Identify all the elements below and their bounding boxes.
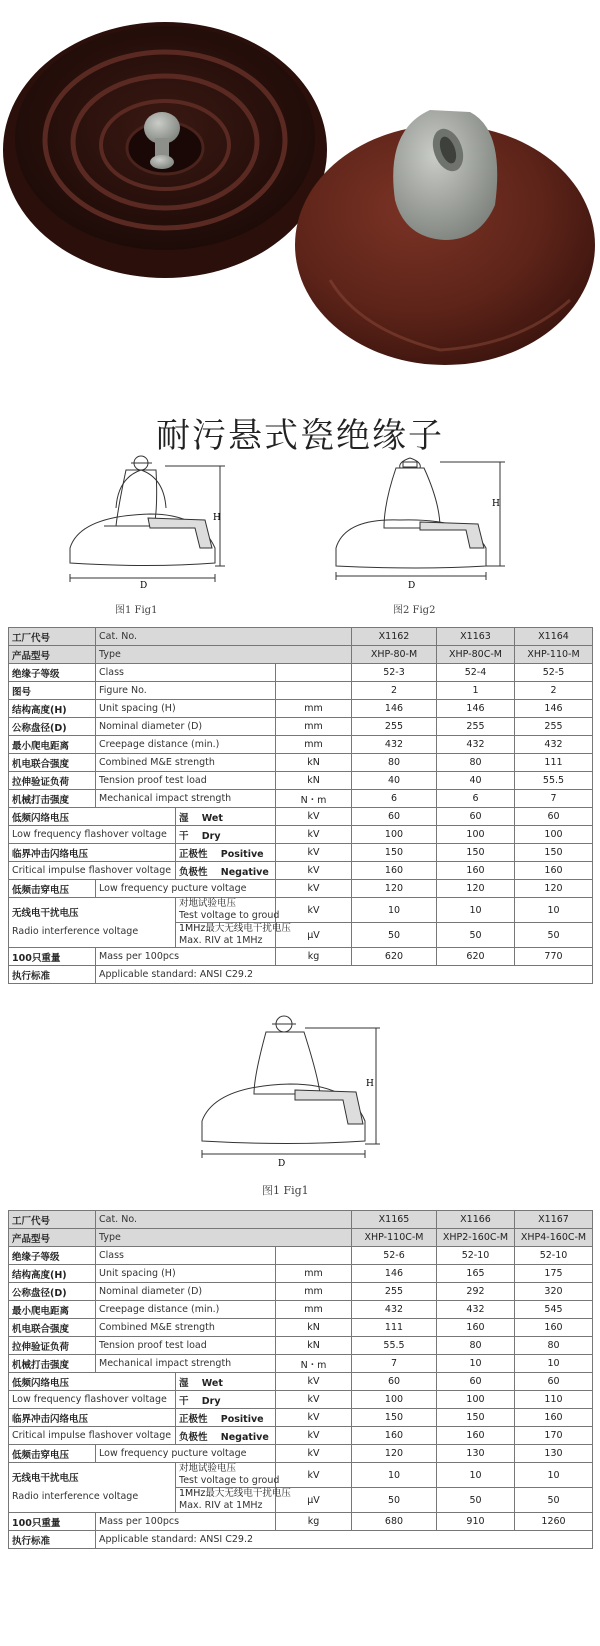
value-cell: 52-10 [515, 1247, 593, 1265]
value-cell: 10 [352, 898, 437, 923]
unit-cell: mm [276, 736, 352, 754]
unit-cell: N・m [276, 1355, 352, 1373]
value-cell: 10 [515, 1355, 593, 1373]
value-cell: 165 [437, 1265, 515, 1283]
value-cell: 160 [515, 862, 593, 880]
value-cell: 50 [352, 923, 437, 948]
sub-label [176, 898, 280, 923]
riv-max-cn: 1MHz最大无线电干扰电压 [179, 923, 291, 934]
value-cell: 160 [437, 1319, 515, 1337]
label-en: Mass per 100pcs [96, 1513, 276, 1531]
label-cn: 执行标准 [9, 966, 96, 984]
label-en: Nominal diameter (D) [96, 718, 276, 736]
value-cell: X1166 [437, 1211, 515, 1229]
table-row [9, 700, 593, 718]
sub-label [176, 923, 291, 948]
sub-label [176, 1409, 276, 1427]
label-cn: 机电联合强度 [9, 754, 96, 772]
label-cn: 100只重量 [9, 1513, 96, 1531]
label-cn: 产品型号 [9, 646, 96, 664]
value-cell: 10 [437, 1355, 515, 1373]
value-cell: 175 [515, 1265, 593, 1283]
table-row [9, 1391, 593, 1409]
label-cn: 低频击穿电压 [9, 880, 96, 898]
value-cell: 52-3 [352, 664, 437, 682]
fig1-caption: 图1 Fig1 [115, 605, 158, 616]
table-row [9, 1229, 593, 1247]
table-row [9, 790, 593, 808]
label-cn: 公称盘径(D) [9, 718, 96, 736]
sub-label-en: Dry [201, 1395, 221, 1407]
value-cell: 146 [515, 700, 593, 718]
value-cell: 620 [352, 948, 437, 966]
dim-d-label-bottom: D [278, 1159, 286, 1169]
group-label-en: Critical impulse flashover voltage [9, 862, 176, 880]
group-label-en: Low frequency flashover voltage [9, 826, 176, 844]
value-cell: 60 [352, 808, 437, 826]
unit-cell: kg [276, 948, 352, 966]
value-cell: 80 [437, 754, 515, 772]
value-cell: 255 [352, 1283, 437, 1301]
label-en: Mechanical impact strength [96, 790, 276, 808]
label-cn: 最小爬电距离 [9, 736, 96, 754]
sub-label-en: Wet [201, 812, 223, 824]
group-label-cn: 临界冲击闪络电压 [9, 1409, 176, 1427]
value-cell: 150 [352, 1409, 437, 1427]
riv-max-cn: 1MHz最大无线电干扰电压 [179, 1488, 291, 1499]
value-cell: 120 [352, 1445, 437, 1463]
sub-label-en: Positive [220, 848, 264, 860]
label-cn: 公称盘径(D) [9, 1283, 96, 1301]
sub-label [176, 862, 276, 880]
value-cell: 432 [352, 736, 437, 754]
table-row [9, 808, 593, 826]
unit-cell: N・m [276, 790, 352, 808]
value-cell: 52-4 [437, 664, 515, 682]
insulator-underside-image [3, 22, 327, 278]
drawing-bottom [0, 1006, 600, 1176]
insulator-drawing-fig1 [70, 456, 225, 582]
label-cn: 结构高度(H) [9, 700, 96, 718]
table-row [9, 664, 593, 682]
unit-cell: kN [276, 772, 352, 790]
value-cell: X1167 [515, 1211, 593, 1229]
value-cell: 50 [437, 1488, 515, 1513]
table-row [9, 880, 593, 898]
value-cell: 10 [352, 1463, 437, 1488]
sub-label [176, 1463, 280, 1488]
table-row [9, 1283, 593, 1301]
value-cell: 150 [437, 844, 515, 862]
sub-label [176, 844, 276, 862]
value-cell: 6 [437, 790, 515, 808]
unit-cell: kV [276, 1391, 352, 1409]
value-cell: 680 [352, 1513, 437, 1531]
riv-test-en: Test voltage to groud [179, 910, 280, 921]
value-cell: X1162 [352, 628, 437, 646]
unit-cell: kg [276, 1513, 352, 1531]
table-row [9, 1531, 593, 1549]
sub-label-cn: 正极性 [179, 848, 208, 860]
insulator-drawing-fig1-bottom [202, 1016, 380, 1158]
value-cell: 100 [437, 826, 515, 844]
value-cell: 50 [515, 1488, 593, 1513]
sub-label [176, 808, 276, 826]
table-row [9, 1427, 593, 1445]
label-en: Applicable standard: ANSI C29.2 [96, 966, 593, 984]
value-cell: 130 [515, 1445, 593, 1463]
table-row [9, 1319, 593, 1337]
table-row [9, 718, 593, 736]
value-cell: 55.5 [352, 1337, 437, 1355]
value-cell: 80 [352, 754, 437, 772]
table-row [9, 948, 593, 966]
table-row [9, 646, 593, 664]
label-cn: 工厂代号 [9, 628, 96, 646]
label-en: Combined M&E strength [96, 1319, 276, 1337]
dim-d-label: D [140, 581, 148, 591]
riv-test-cn: 对地试验电压 [179, 1463, 237, 1474]
value-cell: XHP2-160C-M [437, 1229, 515, 1247]
dim-h-label: H [213, 513, 221, 523]
sub-label [176, 1488, 291, 1513]
riv-label [9, 1463, 176, 1513]
unit-cell: μV [276, 1488, 352, 1513]
label-cn: 100只重量 [9, 948, 96, 966]
value-cell: 52-5 [515, 664, 593, 682]
value-cell: 146 [437, 700, 515, 718]
table-row [9, 862, 593, 880]
label-cn: 结构高度(H) [9, 1265, 96, 1283]
value-cell: 620 [437, 948, 515, 966]
group-label-en: Low frequency flashover voltage [9, 1391, 176, 1409]
riv-test-cn: 对地试验电压 [179, 898, 237, 909]
label-en: Applicable standard: ANSI C29.2 [96, 1531, 593, 1549]
group-label-en: Critical impulse flashover voltage [9, 1427, 176, 1445]
value-cell: 60 [352, 1373, 437, 1391]
unit-cell [276, 682, 352, 700]
insulator-top-image [295, 110, 595, 365]
label-cn: 产品型号 [9, 1229, 96, 1247]
label-cn: 图号 [9, 682, 96, 700]
label-en: Low frequency pucture voltage [96, 1445, 276, 1463]
label-en: Mechanical impact strength [96, 1355, 276, 1373]
unit-cell: kN [276, 754, 352, 772]
table-row [9, 1463, 593, 1488]
value-cell: 160 [437, 1427, 515, 1445]
sub-label-cn: 湿 [179, 812, 189, 824]
label-cn: 绝缘子等级 [9, 1247, 96, 1265]
value-cell: 120 [437, 880, 515, 898]
value-cell: 60 [515, 808, 593, 826]
unit-cell: kV [276, 1427, 352, 1445]
sub-label [176, 1391, 276, 1409]
dim-h-label-fig2: H [492, 499, 500, 509]
value-cell: 150 [437, 1409, 515, 1427]
value-cell: 40 [437, 772, 515, 790]
table-row [9, 1373, 593, 1391]
value-cell: 50 [352, 1488, 437, 1513]
unit-cell: kV [276, 898, 352, 923]
sub-label [176, 1427, 276, 1445]
riv-max-en: Max. RIV at 1MHz [179, 935, 263, 946]
label-en: Unit spacing (H) [96, 1265, 276, 1283]
label-en: Mass per 100pcs [96, 948, 276, 966]
value-cell: 100 [352, 826, 437, 844]
spec-table-1 [8, 627, 593, 984]
sub-label [176, 826, 276, 844]
value-cell: 770 [515, 948, 593, 966]
label-en: Class [96, 664, 276, 682]
label-cn: 拉伸验证负荷 [9, 1337, 96, 1355]
value-cell: 160 [352, 862, 437, 880]
value-cell: X1165 [352, 1211, 437, 1229]
label-cn: 拉伸验证负荷 [9, 772, 96, 790]
value-cell: 100 [352, 1391, 437, 1409]
table-row [9, 1211, 593, 1229]
table-row [9, 736, 593, 754]
value-cell: 52-10 [437, 1247, 515, 1265]
insulator-drawing-fig2 [336, 458, 505, 580]
riv-label-cn: 无线电干扰电压 [12, 907, 79, 919]
sub-label-en: Dry [201, 830, 221, 842]
unit-cell: kN [276, 1319, 352, 1337]
value-cell: 40 [352, 772, 437, 790]
fig2-caption: 图2 Fig2 [393, 605, 436, 616]
unit-cell: mm [276, 700, 352, 718]
sub-label-en: Positive [220, 1413, 264, 1425]
value-cell: XHP-110-M [515, 646, 593, 664]
table-row [9, 844, 593, 862]
value-cell: X1164 [515, 628, 593, 646]
value-cell: 910 [437, 1513, 515, 1531]
table-row [9, 966, 593, 984]
value-cell: 7 [515, 790, 593, 808]
value-cell: 10 [515, 1463, 593, 1488]
table-row [9, 1409, 593, 1427]
unit-cell: kV [276, 880, 352, 898]
table-row [9, 826, 593, 844]
value-cell: 545 [515, 1301, 593, 1319]
table-row [9, 772, 593, 790]
label-en: Tension proof test load [96, 772, 276, 790]
table-row [9, 1337, 593, 1355]
table-row [9, 1247, 593, 1265]
label-en: Type [96, 1229, 352, 1247]
unit-cell [276, 664, 352, 682]
value-cell: XHP-80C-M [437, 646, 515, 664]
label-en: Unit spacing (H) [96, 700, 276, 718]
unit-cell: kV [276, 1445, 352, 1463]
unit-cell [276, 1247, 352, 1265]
dim-d-label-fig2: D [408, 581, 416, 591]
table-row [9, 682, 593, 700]
label-cn: 绝缘子等级 [9, 664, 96, 682]
unit-cell: mm [276, 1265, 352, 1283]
value-cell: 60 [437, 808, 515, 826]
value-cell: 10 [437, 898, 515, 923]
value-cell: 146 [352, 700, 437, 718]
value-cell: 110 [515, 1391, 593, 1409]
sub-label-en: Wet [201, 1377, 223, 1389]
value-cell: 10 [515, 898, 593, 923]
value-cell: 320 [515, 1283, 593, 1301]
table-row [9, 1265, 593, 1283]
unit-cell: mm [276, 1301, 352, 1319]
value-cell: X1163 [437, 628, 515, 646]
value-cell: XHP-80-M [352, 646, 437, 664]
sub-label-cn: 正极性 [179, 1413, 208, 1425]
value-cell: 50 [437, 923, 515, 948]
label-en: Class [96, 1247, 276, 1265]
label-en: Combined M&E strength [96, 754, 276, 772]
label-en: Creepage distance (min.) [96, 736, 276, 754]
label-en: Tension proof test load [96, 1337, 276, 1355]
dim-h-label-bottom: H [366, 1079, 374, 1089]
label-en: Figure No. [96, 682, 276, 700]
value-cell: 150 [352, 844, 437, 862]
value-cell: 432 [515, 736, 593, 754]
value-cell: 432 [437, 1301, 515, 1319]
unit-cell: kN [276, 1337, 352, 1355]
label-en: Type [96, 646, 352, 664]
label-cn: 机械打击强度 [9, 790, 96, 808]
value-cell: 255 [352, 718, 437, 736]
label-cn: 机电联合强度 [9, 1319, 96, 1337]
value-cell: 1 [437, 682, 515, 700]
value-cell: 111 [352, 1319, 437, 1337]
riv-label-en: Radio interference voltage [12, 1490, 139, 1502]
table-row [9, 628, 593, 646]
label-en: Creepage distance (min.) [96, 1301, 276, 1319]
sub-label-cn: 负极性 [179, 866, 208, 878]
label-en: Low frequency pucture voltage [96, 880, 276, 898]
sub-label-cn: 负极性 [179, 1431, 208, 1443]
value-cell: 170 [515, 1427, 593, 1445]
value-cell: 100 [437, 1391, 515, 1409]
unit-cell: μV [276, 923, 352, 948]
unit-cell: mm [276, 1283, 352, 1301]
table-row [9, 1513, 593, 1531]
riv-label-en: Radio interference voltage [12, 925, 139, 937]
riv-test-en: Test voltage to groud [179, 1475, 280, 1486]
value-cell: 80 [515, 1337, 593, 1355]
value-cell: 432 [352, 1301, 437, 1319]
sub-label-cn: 干 [179, 830, 189, 842]
value-cell: 120 [515, 880, 593, 898]
group-label-cn: 低频闪络电压 [9, 1373, 176, 1391]
table-row [9, 1355, 593, 1373]
value-cell: 52-6 [352, 1247, 437, 1265]
riv-label [9, 898, 176, 948]
label-cn: 最小爬电距离 [9, 1301, 96, 1319]
value-cell: 160 [515, 1319, 593, 1337]
value-cell: 160 [352, 1427, 437, 1445]
value-cell: 7 [352, 1355, 437, 1373]
value-cell: 150 [515, 844, 593, 862]
unit-cell: kV [276, 844, 352, 862]
value-cell: 120 [352, 880, 437, 898]
value-cell: 80 [437, 1337, 515, 1355]
label-cn: 执行标准 [9, 1531, 96, 1549]
group-label-cn: 低频闪络电压 [9, 808, 176, 826]
value-cell: 10 [437, 1463, 515, 1488]
label-cn: 低频击穿电压 [9, 1445, 96, 1463]
table-row [9, 1301, 593, 1319]
table-row [9, 898, 593, 923]
value-cell: 60 [515, 1373, 593, 1391]
value-cell: 55.5 [515, 772, 593, 790]
sub-label-cn: 湿 [179, 1377, 189, 1389]
sub-label [176, 1373, 276, 1391]
unit-cell: kV [276, 862, 352, 880]
value-cell: 100 [515, 826, 593, 844]
sub-label-cn: 干 [179, 1395, 189, 1407]
unit-cell: kV [276, 1373, 352, 1391]
value-cell: 50 [515, 923, 593, 948]
sub-label-en: Negative [220, 866, 269, 878]
value-cell: 255 [515, 718, 593, 736]
fig1-bottom-caption: 图1 Fig1 [262, 1184, 309, 1197]
value-cell: 255 [437, 718, 515, 736]
unit-cell: kV [276, 808, 352, 826]
value-cell: XHP-110C-M [352, 1229, 437, 1247]
unit-cell: kV [276, 826, 352, 844]
label-cn: 工厂代号 [9, 1211, 96, 1229]
group-label-cn: 临界冲击闪络电压 [9, 844, 176, 862]
unit-cell: kV [276, 1409, 352, 1427]
label-en: Cat. No. [96, 628, 352, 646]
value-cell: XHP4-160C-M [515, 1229, 593, 1247]
label-cn: 机械打击强度 [9, 1355, 96, 1373]
value-cell: 60 [437, 1373, 515, 1391]
label-en: Cat. No. [96, 1211, 352, 1229]
value-cell: 1260 [515, 1513, 593, 1531]
value-cell: 160 [437, 862, 515, 880]
page-title: 耐污悬式瓷绝缘子 [156, 416, 444, 456]
value-cell: 2 [515, 682, 593, 700]
table-row [9, 754, 593, 772]
spec-table-2 [8, 1210, 593, 1549]
value-cell: 160 [515, 1409, 593, 1427]
drawing-top [0, 448, 600, 608]
value-cell: 2 [352, 682, 437, 700]
value-cell: 146 [352, 1265, 437, 1283]
value-cell: 111 [515, 754, 593, 772]
value-cell: 6 [352, 790, 437, 808]
table-row [9, 1445, 593, 1463]
unit-cell: kV [276, 1463, 352, 1488]
value-cell: 130 [437, 1445, 515, 1463]
value-cell: 292 [437, 1283, 515, 1301]
product-photo [0, 0, 600, 380]
label-en: Nominal diameter (D) [96, 1283, 276, 1301]
riv-max-en: Max. RIV at 1MHz [179, 1500, 263, 1511]
value-cell: 432 [437, 736, 515, 754]
sub-label-en: Negative [220, 1431, 269, 1443]
unit-cell: mm [276, 718, 352, 736]
riv-label-cn: 无线电干扰电压 [12, 1472, 79, 1484]
